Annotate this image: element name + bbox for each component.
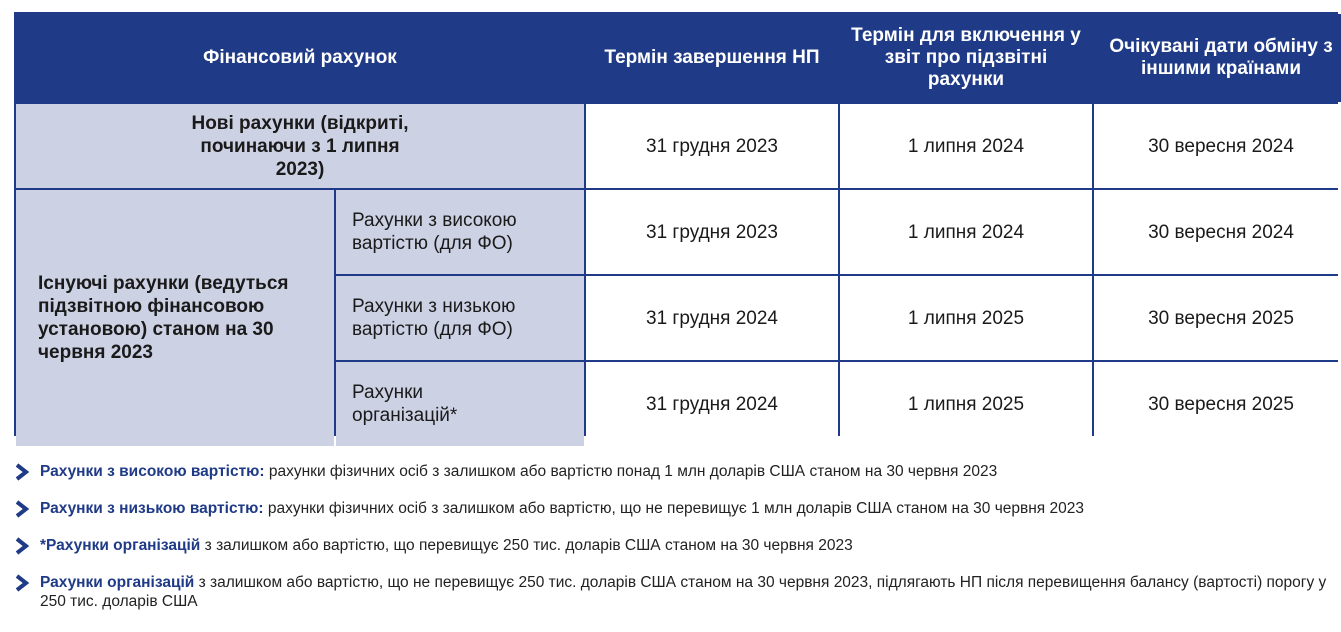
cell-new-np: 31 грудня 2023 (586, 104, 838, 188)
footnote-high-value (14, 462, 1334, 481)
footnotes (14, 462, 1334, 629)
header-financial-account: Фінансовий рахунок (16, 14, 584, 102)
header-reporting-deadline: Термін для включення у звіт про підзвітні рахунки (840, 14, 1092, 102)
entity-label: Рахунки організацій* (352, 382, 458, 426)
low-value-label: Рахунки з низькою вартістю (для ФО) (352, 296, 516, 340)
header-due-diligence-deadline: Термін завершення НП (586, 14, 838, 102)
chevron-right-icon (14, 574, 30, 592)
footnote-low-value (14, 499, 1334, 518)
footnote-term: Рахунки з низькою вартістю: (40, 500, 264, 517)
chevron-right-icon (14, 500, 30, 518)
footnote-term: Рахунки організацій (40, 574, 195, 591)
new-accounts-label: Нові рахунки (відкриті, починаючи з 1 липня 2023) (191, 112, 409, 180)
footnote-entity-over-threshold (14, 536, 1334, 555)
row-label-new-accounts (16, 104, 584, 188)
cell-low-exchange: 30 вересня 2025 (1094, 276, 1341, 360)
cell-low-np: 31 грудня 2024 (586, 276, 838, 360)
footnote-term: *Рахунки організацій (40, 537, 201, 554)
cell-high-report: 1 липня 2024 (840, 190, 1092, 274)
footnote-text: рахунки фізичних осіб з залишком або вартістю, що не перевищує 1 млн доларів США станом на 30 червня 2023 (263, 500, 1084, 517)
row-label-existing-accounts (16, 190, 334, 446)
chevron-right-icon (14, 463, 30, 481)
footnote-text: з залишком або вартістю, що перевищує 250 тис. доларів США станом на 30 червня 2023 (200, 537, 853, 554)
high-value-label: Рахунки з високою вартістю (для ФО) (352, 210, 517, 254)
row-label-low-value (336, 276, 584, 360)
cell-entity-np: 31 грудня 2024 (586, 362, 838, 446)
cell-entity-exchange: 30 вересня 2025 (1094, 362, 1341, 446)
footnote-entity-under-threshold (14, 573, 1334, 611)
existing-accounts-label: Існуючі рахунки (ведуться підзвітною фінансовою установою) станом на 30 червня 2023 (38, 273, 289, 363)
footnote-term: Рахунки з високою вартістю: (40, 463, 265, 480)
cell-high-exchange: 30 вересня 2024 (1094, 190, 1341, 274)
cell-new-report: 1 липня 2024 (840, 104, 1092, 188)
footnote-text: з залишком або вартістю, що не перевищує 250 тис. доларів США станом на 30 червня 2023, підлягають НП після перевищення балансу (вартості) порогу у 250 тис. доларів США (40, 574, 1327, 610)
cell-entity-report: 1 липня 2025 (840, 362, 1092, 446)
cell-new-exchange: 30 вересня 2024 (1094, 104, 1341, 188)
cell-low-report: 1 липня 2025 (840, 276, 1092, 360)
header-exchange-dates: Очікувані дати обміну з іншими країнами (1094, 14, 1341, 102)
footnote-text: рахунки фізичних осіб з залишком або вартістю понад 1 млн доларів США станом на 30 червня 2023 (264, 463, 998, 480)
row-label-entity (336, 362, 584, 446)
cell-high-np: 31 грудня 2023 (586, 190, 838, 274)
row-label-high-value (336, 190, 584, 274)
chevron-right-icon (14, 537, 30, 555)
deadlines-table (14, 12, 1338, 436)
